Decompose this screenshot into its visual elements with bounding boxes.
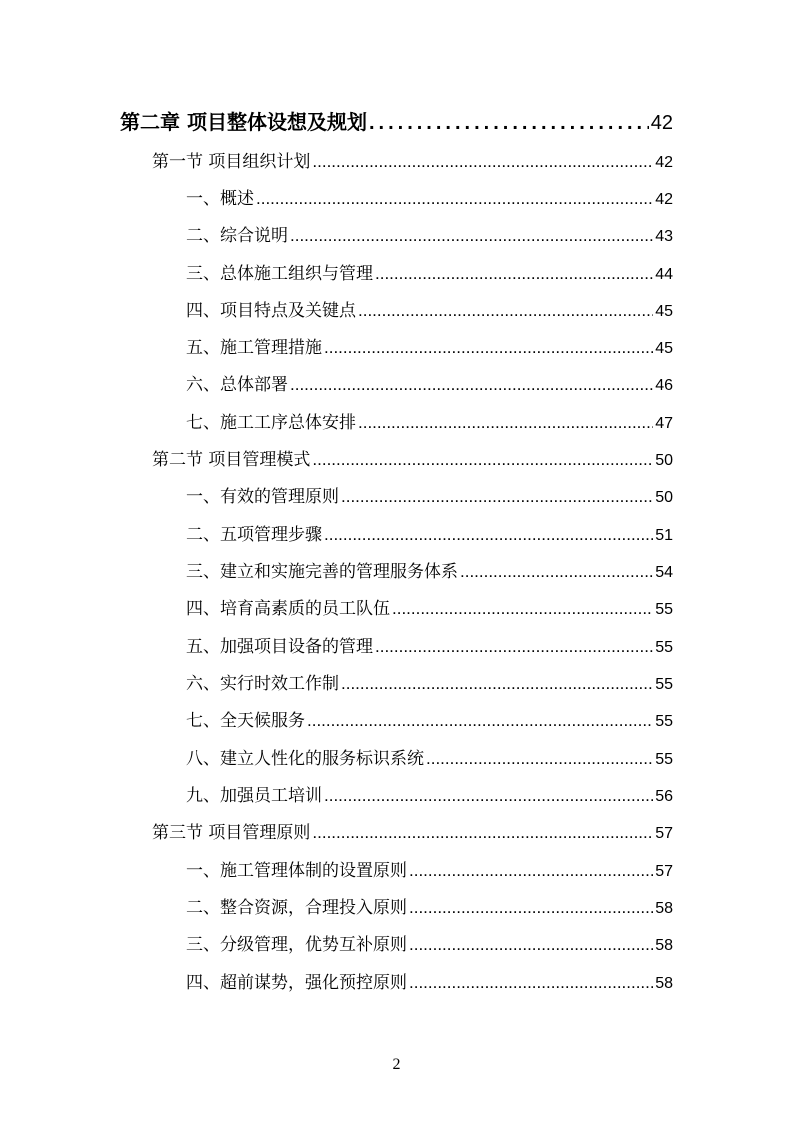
toc-entry-page: 51 <box>655 527 673 544</box>
toc-entry-page: 42 <box>655 191 673 208</box>
toc-entry-page: 55 <box>655 676 673 693</box>
toc-entry-page: 42 <box>650 112 673 134</box>
toc-entry-item[interactable] <box>186 221 673 246</box>
toc-entry-label: 八、建立人性化的服务标识系统 <box>186 749 424 769</box>
toc-leader-dots <box>375 264 653 284</box>
toc-leader-dots <box>358 413 653 433</box>
toc-entry-page: 44 <box>655 266 673 283</box>
toc-entry-label: 五、施工管理措施 <box>186 338 322 358</box>
toc-entry-page: 46 <box>655 377 673 394</box>
toc-entry-label: 四、培育高素质的员工队伍 <box>186 599 390 619</box>
toc-entry-item[interactable] <box>186 408 673 433</box>
toc-entry-label: 四、超前谋势，强化预控原则 <box>186 973 407 993</box>
toc-entry-label: 三、建立和实施完善的管理服务体系 <box>186 562 458 582</box>
toc-entry-label: 第三节 项目管理原则 <box>152 823 311 843</box>
toc-leader-dots <box>256 189 653 209</box>
toc-entry-label: 三、总体施工组织与管理 <box>186 264 373 284</box>
toc-entry-item[interactable] <box>186 744 673 769</box>
toc-leader-dots <box>409 898 653 918</box>
toc-entry-item[interactable] <box>186 557 673 582</box>
toc-entry-label: 二、综合说明 <box>186 226 288 246</box>
page-number: 2 <box>392 1056 401 1073</box>
toc-leader-dots <box>369 112 649 135</box>
toc-entry-page: 55 <box>655 751 673 768</box>
toc-entry-label: 一、施工管理体制的设置原则 <box>186 861 407 881</box>
toc-entry-chapter[interactable] <box>120 106 673 135</box>
toc-entry-item[interactable] <box>186 706 673 731</box>
toc-entry-label: 四、项目特点及关键点 <box>186 301 356 321</box>
toc-entry-item[interactable] <box>186 370 673 395</box>
toc-entry-item[interactable] <box>186 333 673 358</box>
toc-entry-page: 58 <box>655 900 673 917</box>
toc-leader-dots <box>312 450 653 470</box>
toc-entry-page: 47 <box>655 415 673 432</box>
toc-entry-section[interactable] <box>152 818 673 843</box>
toc-entry-page: 58 <box>655 937 673 954</box>
toc-entry-page: 55 <box>655 639 673 656</box>
toc-entry-item[interactable] <box>186 930 673 955</box>
toc-entry-page: 58 <box>655 975 673 992</box>
toc-entry-item[interactable] <box>186 520 673 545</box>
toc-leader-dots <box>409 935 653 955</box>
toc-entry-item[interactable] <box>186 632 673 657</box>
toc-leader-dots <box>290 226 653 246</box>
toc-leader-dots <box>324 786 653 806</box>
toc-entry-label: 六、总体部署 <box>186 375 288 395</box>
toc-entry-item[interactable] <box>186 296 673 321</box>
toc-leader-dots <box>426 749 653 769</box>
toc-entry-label: 五、加强项目设备的管理 <box>186 637 373 657</box>
toc-entry-label: 一、有效的管理原则 <box>186 487 339 507</box>
toc-leader-dots <box>324 525 653 545</box>
toc-entry-label: 七、全天候服务 <box>186 711 305 731</box>
toc-entry-label: 三、分级管理，优势互补原则 <box>186 935 407 955</box>
toc-entry-item[interactable] <box>186 893 673 918</box>
toc-entry-page: 45 <box>655 303 673 320</box>
toc-leader-dots <box>290 375 653 395</box>
toc-entry-item[interactable] <box>186 856 673 881</box>
toc-entry-page: 57 <box>655 863 673 880</box>
toc-leader-dots <box>312 152 653 172</box>
toc-entry-label: 第一节 项目组织计划 <box>152 152 311 172</box>
toc-entry-item[interactable] <box>186 594 673 619</box>
toc-entry-page: 50 <box>655 452 673 469</box>
toc-entry-item[interactable] <box>186 259 673 284</box>
toc-entry-section[interactable] <box>152 147 673 172</box>
toc-leader-dots <box>324 338 653 358</box>
toc-leader-dots <box>307 711 653 731</box>
toc-entry-page: 43 <box>655 228 673 245</box>
toc-entry-page: 55 <box>655 713 673 730</box>
toc-leader-dots <box>341 487 653 507</box>
toc-entry-item[interactable] <box>186 968 673 993</box>
toc-leader-dots <box>358 301 653 321</box>
toc-leader-dots <box>409 861 653 881</box>
toc-entry-item[interactable] <box>186 781 673 806</box>
toc-entry-page: 50 <box>655 489 673 506</box>
toc-leader-dots <box>375 637 653 657</box>
toc-leader-dots <box>392 599 653 619</box>
toc-entry-page: 42 <box>655 154 673 171</box>
toc-entry-item[interactable] <box>186 669 673 694</box>
toc-entry-label: 第二章 项目整体设想及规划 <box>120 110 367 134</box>
toc-entry-item[interactable] <box>186 482 673 507</box>
toc-entry-label: 第二节 项目管理模式 <box>152 450 311 470</box>
toc-entry-page: 54 <box>655 564 673 581</box>
toc-entry-label: 九、加强员工培训 <box>186 786 322 806</box>
toc-entry-page: 57 <box>655 825 673 842</box>
toc-entry-label: 六、实行时效工作制 <box>186 674 339 694</box>
toc-leader-dots <box>341 674 653 694</box>
toc-entry-label: 七、施工工序总体安排 <box>186 413 356 433</box>
toc-entry-item[interactable] <box>186 184 673 209</box>
toc-entry-page: 45 <box>655 340 673 357</box>
toc-leader-dots <box>409 973 653 993</box>
toc-entry-label: 一、概述 <box>186 189 254 209</box>
toc-leader-dots <box>312 823 653 843</box>
toc-entry-page: 56 <box>655 788 673 805</box>
toc-entry-label: 二、整合资源，合理投入原则 <box>186 898 407 918</box>
toc-leader-dots <box>460 562 653 582</box>
toc-entry-section[interactable] <box>152 445 673 470</box>
toc-entry-label: 二、五项管理步骤 <box>186 525 322 545</box>
toc-entry-page: 55 <box>655 601 673 618</box>
